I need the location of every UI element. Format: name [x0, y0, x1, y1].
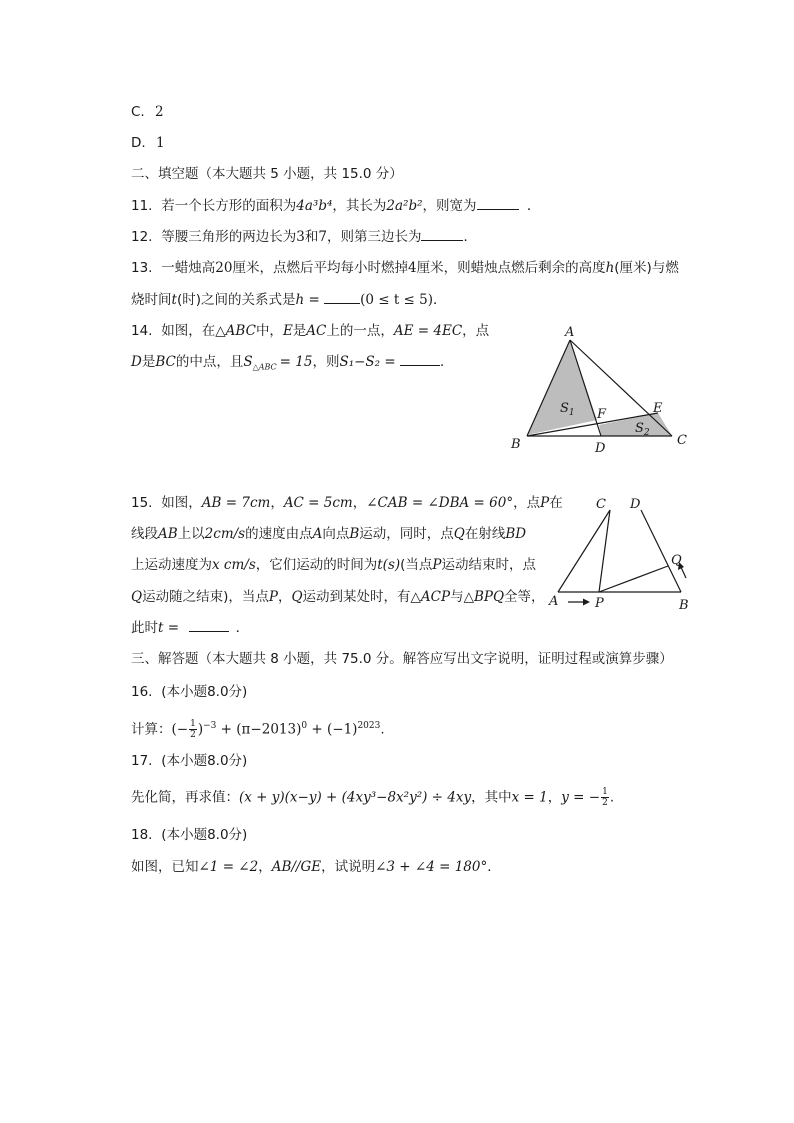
- q17-prompt: 先化简，再求值：: [131, 789, 239, 806]
- q15-point-q: Q: [291, 589, 303, 605]
- label-s1: $S_1$: [560, 401, 575, 418]
- q15-segment-ab: AB: [158, 526, 178, 542]
- q14-area-s: S: [243, 354, 253, 370]
- q14-text: 中，: [255, 323, 283, 339]
- q14-area-eq: = 15: [279, 354, 313, 370]
- q12-text: 等腰三角形的两边长为: [161, 229, 297, 245]
- label-c: C: [677, 433, 687, 448]
- option-d: [131, 133, 165, 153]
- segment-cp: [599, 510, 610, 592]
- q15-end: ．: [235, 620, 250, 636]
- q16-expr: (−: [171, 721, 189, 738]
- question-17-body: [131, 787, 614, 808]
- q14-point-d: D: [131, 354, 142, 370]
- q15-text: ，: [352, 495, 367, 511]
- q12-answer-blank[interactable]: [421, 228, 463, 241]
- q14-end: ．: [440, 354, 454, 370]
- q18-text: ，试说明: [321, 859, 376, 875]
- q15-text: 运动到某处时，有: [302, 589, 411, 605]
- q15-text: 全等，: [504, 589, 545, 605]
- q11-text: ，则宽为: [422, 198, 477, 214]
- label-d: D: [595, 441, 606, 452]
- q15-point-p: P: [268, 589, 278, 605]
- q16-score: (本小题8.0分): [161, 684, 248, 700]
- q13-rate: 4: [407, 260, 417, 276]
- label-a: A: [549, 594, 559, 609]
- label-c: C: [596, 497, 606, 512]
- q15-text: 上运动速度为: [131, 557, 212, 573]
- q14-answer-blank[interactable]: [400, 353, 440, 366]
- q15-text: 运动，同时，点: [359, 526, 454, 542]
- q15-text: 此时: [131, 620, 158, 636]
- question-13-line1: [131, 258, 679, 278]
- q15-point-q: Q: [453, 526, 465, 542]
- q15-text: 如图，: [161, 495, 202, 511]
- question-15-line1: [131, 493, 563, 513]
- q12-text: ，则第三边长为: [326, 229, 422, 245]
- q16-fraction: [189, 719, 197, 740]
- q15-t-eq: t =: [158, 620, 180, 636]
- q14-text: 如图，在: [161, 323, 216, 339]
- question-16-body: [131, 716, 385, 740]
- q15-point-a: A: [312, 526, 323, 542]
- q16-exponent: 0: [301, 721, 308, 731]
- q16-exponent: −3: [203, 721, 217, 731]
- q14-point-e: E: [282, 323, 293, 339]
- q12-number: 12.: [131, 229, 153, 245]
- option-c: [131, 102, 164, 122]
- q16-number: 16.: [131, 684, 153, 700]
- q13-h-eq: h =: [295, 292, 320, 308]
- q13-number: 13.: [131, 260, 153, 276]
- q15-text: 运动随之结束)，当点: [142, 589, 269, 605]
- q15-ac: AC = 5cm: [283, 495, 353, 511]
- q13-text: 一蜡烛高: [161, 260, 216, 276]
- q16-expr: + (π−2013): [216, 721, 302, 738]
- q16-frac-num: 1: [190, 719, 196, 729]
- q18-number: 18.: [131, 827, 153, 843]
- q13-text: 烧时间: [131, 292, 172, 308]
- section2-title: 二、填空题（本大题共 5 小题，共 15.0 分）: [131, 166, 403, 182]
- option-d-value: 1: [155, 135, 165, 151]
- q15-time-t: t(s): [377, 557, 401, 573]
- question-15-line2: [131, 524, 526, 544]
- question-11: [131, 196, 540, 216]
- question-15-line4: [131, 587, 545, 607]
- q17-text: ，: [547, 789, 562, 806]
- q15-text: 在: [549, 495, 563, 511]
- q18-text: ，: [258, 859, 272, 875]
- q13-text: (厘米)与燃: [614, 260, 679, 276]
- figure-15: [540, 492, 700, 617]
- q14-text: ，则: [312, 354, 340, 370]
- q16-expr: + (−1): [307, 721, 358, 738]
- question-14-line2: [131, 352, 454, 378]
- q15-text: ，它们运动的时间为: [255, 557, 378, 573]
- q14-text: 的中点，且: [175, 354, 244, 370]
- q11-number: 11.: [131, 198, 153, 214]
- q14-ae-eq: AE = 4EC: [393, 323, 463, 339]
- q15-text: ，: [270, 495, 284, 511]
- label-f: F: [597, 407, 607, 422]
- q11-length: 2a²b²: [386, 198, 423, 214]
- q13-height: 20: [215, 260, 233, 276]
- q17-number: 17.: [131, 753, 153, 769]
- q13-range: (0 ≤ t ≤ 5): [360, 292, 434, 308]
- q14-segment-ac: AC: [306, 323, 327, 339]
- q15-text: 的速度由点: [245, 526, 313, 542]
- figure-14: [505, 322, 705, 452]
- q15-text: ，点: [513, 495, 541, 511]
- arrow-p-head: [583, 599, 590, 606]
- q13-t-var: t: [171, 292, 177, 308]
- section3-title: 三、解答题（本大题共 8 小题，共 75.0 分。解答应写出文字说明，证明过程或演算步骤）: [131, 651, 673, 667]
- q15-text: 在射线: [464, 526, 506, 542]
- question-13-line2: [131, 290, 447, 310]
- q15-point-p: P: [432, 557, 442, 573]
- q15-text: (当点: [400, 557, 433, 573]
- question-15-line5: [131, 618, 249, 638]
- q15-triangle-acp: △ACP: [410, 589, 451, 605]
- q15-ab: AB = 7cm: [201, 495, 271, 511]
- q11-text: ，其长为: [332, 198, 387, 214]
- q15-text: 与: [450, 589, 464, 605]
- q11-end: ．: [526, 198, 541, 214]
- q14-s1-s2: S₁−S₂ =: [339, 354, 396, 370]
- q16-expr: ): [197, 721, 204, 738]
- q16-exponent: 2023: [357, 721, 381, 731]
- q12-end: ．: [463, 229, 477, 245]
- q15-text: 运动结束时，点: [441, 557, 537, 573]
- q14-area-sub: △ABC: [252, 362, 277, 372]
- q12-side-a: 3: [296, 229, 305, 245]
- ray-bd: [641, 510, 681, 592]
- q14-triangle: △ABC: [215, 323, 256, 339]
- question-18-body: [131, 857, 501, 877]
- q15-speed: 2cm/s: [204, 526, 246, 542]
- q18-angle-sum: ∠3 + ∠4 = 180°: [375, 859, 488, 875]
- q14-text: 上的一点，: [326, 323, 394, 339]
- q12-side-b: 7: [318, 229, 327, 245]
- q17-fraction: [601, 787, 609, 808]
- q14-segment-bc: BC: [155, 354, 176, 370]
- q15-point-p: P: [540, 495, 550, 511]
- q13-text: 厘米，点燃后平均每小时燃掉: [232, 260, 408, 276]
- q15-speed-x: x cm/s: [212, 557, 256, 573]
- q15-answer-blank[interactable]: [189, 619, 229, 632]
- q16-prompt: 计算：: [131, 721, 172, 738]
- q15-triangle-bpq: △BPQ: [463, 589, 505, 605]
- q17-score: (本小题8.0分): [161, 753, 248, 769]
- segment-pq: [599, 566, 668, 592]
- q11-text: 若一个长方形的面积为: [161, 198, 297, 214]
- q16-frac-den: 2: [190, 730, 196, 740]
- q13-h-var: h: [605, 260, 615, 276]
- segment-ac: [558, 510, 610, 592]
- q12-text: 和: [304, 229, 319, 245]
- label-p: P: [595, 596, 604, 611]
- q17-x-value: x = 1: [511, 789, 548, 806]
- q17-text: ，其中: [471, 789, 512, 806]
- question-14-line1: [131, 321, 489, 341]
- label-b: B: [511, 437, 521, 452]
- q18-score: (本小题8.0分): [161, 827, 248, 843]
- q17-expression: (x + y)(x−y) + (4xy³−8x²y²) ÷ 4xy: [239, 789, 472, 806]
- q15-number: 15.: [131, 495, 153, 511]
- option-c-label: C.: [131, 104, 145, 120]
- q15-text: 线段: [131, 526, 158, 542]
- q14-text: ，点: [462, 323, 490, 339]
- q14-text: 是: [292, 323, 307, 339]
- region-s1: [527, 340, 597, 435]
- q17-end: .: [609, 789, 615, 806]
- label-a: A: [565, 325, 575, 340]
- q18-angle-eq: ∠1 = ∠2: [198, 859, 259, 875]
- q17-frac-den: 2: [602, 798, 608, 808]
- q11-answer-blank[interactable]: [477, 197, 519, 210]
- q15-text: 向点: [322, 526, 350, 542]
- q15-point-b: B: [349, 526, 360, 542]
- q17-y-value: y = −: [561, 789, 601, 806]
- q17-frac-num: 1: [602, 787, 608, 797]
- label-s2: $S_2$: [635, 421, 650, 438]
- q15-angles: ∠CAB = ∠DBA = 60°: [366, 495, 514, 511]
- q14-number: 14.: [131, 323, 153, 339]
- q13-answer-blank[interactable]: [324, 291, 360, 304]
- question-12: [131, 227, 477, 247]
- label-e: E: [653, 401, 663, 416]
- q18-end: ．: [487, 859, 501, 875]
- q13-end: ．: [433, 292, 447, 308]
- label-b: B: [679, 598, 689, 613]
- label-d: D: [630, 497, 641, 512]
- q18-text: 如图，已知: [131, 859, 199, 875]
- q16-end: .: [380, 721, 385, 738]
- q15-ray-bd: BD: [505, 526, 527, 542]
- question-18-header: [131, 825, 247, 845]
- option-c-value: 2: [155, 104, 164, 120]
- q13-text: (时)之间的关系式是: [176, 292, 296, 308]
- question-15-line3: [131, 555, 536, 575]
- q18-parallel: AB//GE: [271, 859, 322, 875]
- q15-text: 上以: [177, 526, 205, 542]
- question-16-header: [131, 682, 247, 702]
- option-d-label: D.: [131, 135, 146, 151]
- question-17-header: [131, 751, 247, 771]
- q11-area: 4a³b⁴: [296, 198, 333, 214]
- q15-text: ，: [277, 589, 292, 605]
- q14-text: 是: [141, 354, 156, 370]
- label-q: Q: [671, 553, 682, 568]
- q15-point-q: Q: [131, 589, 143, 605]
- q13-text: 厘米，则蜡烛点燃后剩余的高度: [416, 260, 606, 276]
